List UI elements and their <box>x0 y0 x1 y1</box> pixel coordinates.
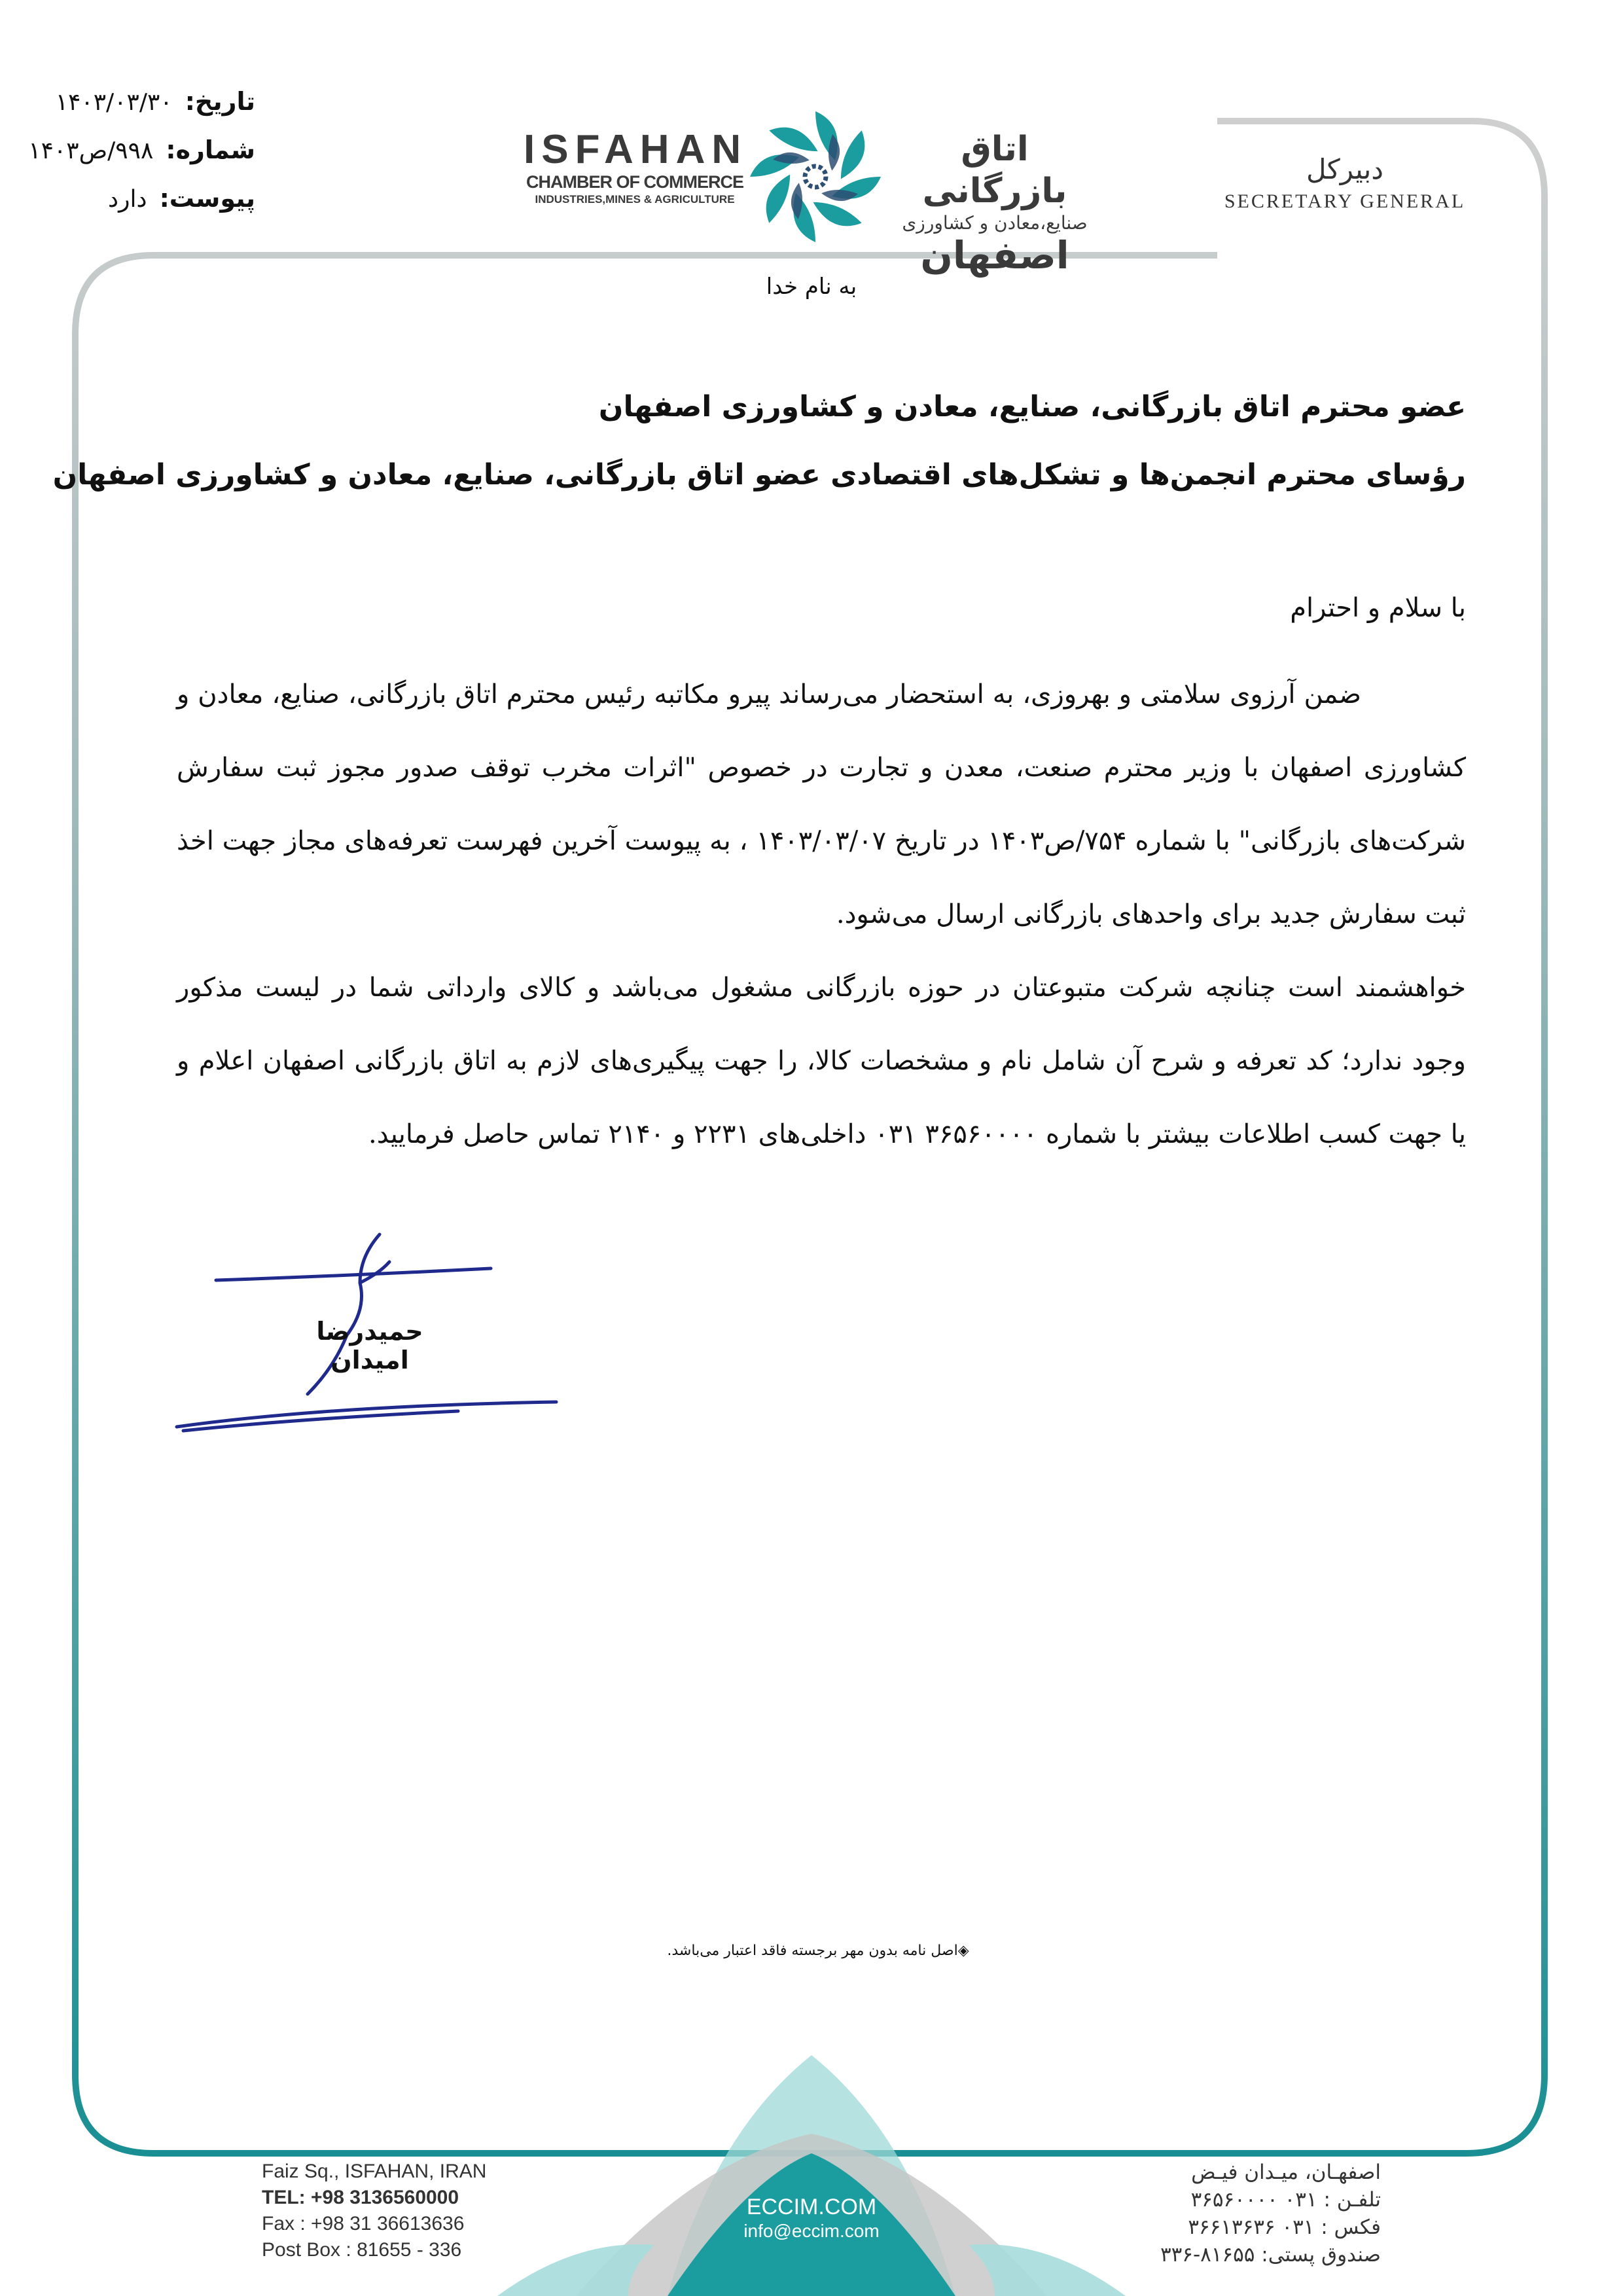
footer-website: ECCIM.COM <box>746 2195 877 2219</box>
secretary-general-fa: دبیرکل <box>1306 153 1384 185</box>
logo-en-line3: INDUSTRIES,MINES & AGRICULTURE <box>535 193 735 206</box>
footer-fa-pobox: صندوق پستی: ۸۱۶۵۵-۳۳۶ <box>1160 2243 1381 2267</box>
bismillah: به نام خدا <box>766 274 857 300</box>
seal-validity-note: ◈اصل نامه بدون مهر برجسته فاقد اعتبار می‌باشد. <box>667 1943 969 1959</box>
attachment-row <box>0 174 255 223</box>
addressee-line-2: رؤسای محترم انجمن‌ها و تشکل‌های اقتصادی عضو اتاق بازرگانی، صنایع، معادن و کشاورزی اصفهان <box>52 458 1466 492</box>
footer-email: info@eccim.com <box>743 2221 880 2241</box>
greeting: با سلام و احترام <box>1290 593 1466 623</box>
body-paragraph-1: ضمن آرزوی سلامتی و بهروزی، به استحضار می‌رساند پیرو مکاتبه رئیس محترم اتاق بازرگانی، صنایع، معادن و کشاورزی اصفهان با وزیر محترم صنعت، معدن و تجارت در خصوص "اثرات مخرب توقف صدور مجوز ثبت سفارش شرکت‌های بازرگانی" با شماره ۷۵۴/ص۱۴۰۳ در تاریخ ۱۴۰۳/۰۳/۰۷ ، به پیوست آخرین فهرست تعرفه‌های مجاز جهت اخذ ثبت سفارش جدید برای واحدهای بازرگانی ارسال می‌شود. <box>177 679 1467 929</box>
logo-fa-line1: اتاق بازرگانی <box>922 130 1067 211</box>
number-label: شماره: <box>166 135 255 164</box>
letter-body <box>177 658 1466 1171</box>
secretary-general-en: SECRETARY GENERAL <box>1224 190 1466 212</box>
footer-en-pobox: Post Box : 81655 - 336 <box>262 2239 462 2261</box>
footer-en-tel: TEL: +98 3136560000 <box>262 2187 459 2208</box>
date-value: ۱۴۰۳/۰۳/۳۰ <box>55 89 173 116</box>
body-paragraph-2: خواهشمند است چنانچه شرکت متبوعتان در حوزه بازرگانی مشغول می‌باشد و کالای وارداتی شما در لیست مذکور وجود ندارد؛ کد تعرفه و شرح آن شامل نام و مشخصات کالا، را جهت پیگیری‌های لازم به اتاق بازرگانی اصفهان اعلام و یا جهت کسب اطلاعات بیشتر با شماره ۳۶۵۶۰۰۰۰ ۰۳۱ داخلی‌های ۲۲۳۱ و ۲۱۴۰ تماس حاصل فرمایید. <box>177 973 1466 1149</box>
logo-en-line1: ISFAHAN <box>524 127 748 172</box>
secretary-general-heading <box>1211 151 1479 215</box>
date-row <box>0 77 255 126</box>
logo-persian-text <box>883 128 1106 276</box>
footer-english-contact <box>262 2159 486 2263</box>
logo-en-line2: CHAMBER OF COMMERCE <box>526 172 743 192</box>
attachment-value: دارد <box>108 186 147 213</box>
attachment-label: پیوست: <box>159 184 255 213</box>
footer-web-contact <box>707 2194 916 2242</box>
footer-persian-contact <box>1106 2159 1381 2269</box>
letter-meta <box>0 77 255 223</box>
footer-fa-fax: فکس : ۰۳۱ ۳۶۶۱۳۶۳۶ <box>1188 2215 1381 2239</box>
addressee-line-1: عضو محترم اتاق بازرگانی، صنایع، معادن و کشاورزی اصفهان <box>598 390 1466 423</box>
footer-lotus-graphic <box>497 2042 1126 2296</box>
number-row <box>0 126 255 174</box>
logo-fa-line3: اصفهان <box>920 233 1069 278</box>
footer-en-address: Faiz Sq., ISFAHAN, IRAN <box>262 2161 487 2182</box>
logo-fa-line2: صنایع،معادن و کشاورزی <box>902 212 1088 234</box>
number-value: ۹۹۸/ص۱۴۰۳ <box>28 137 154 164</box>
date-label: تاریخ: <box>185 87 255 116</box>
logo-english-text <box>524 128 746 207</box>
footer-fa-tel: تلفـن : ۰۳۱ ۳۶۵۶۰۰۰۰ <box>1190 2188 1381 2212</box>
footer-en-fax: Fax : +98 31 36613636 <box>262 2213 465 2234</box>
chamber-logo-icon <box>743 105 887 249</box>
signatory-name: حمیدرضا امیدان <box>316 1317 423 1374</box>
footer-fa-address: اصفهـان، میـدان فیـض <box>1191 2161 1381 2184</box>
